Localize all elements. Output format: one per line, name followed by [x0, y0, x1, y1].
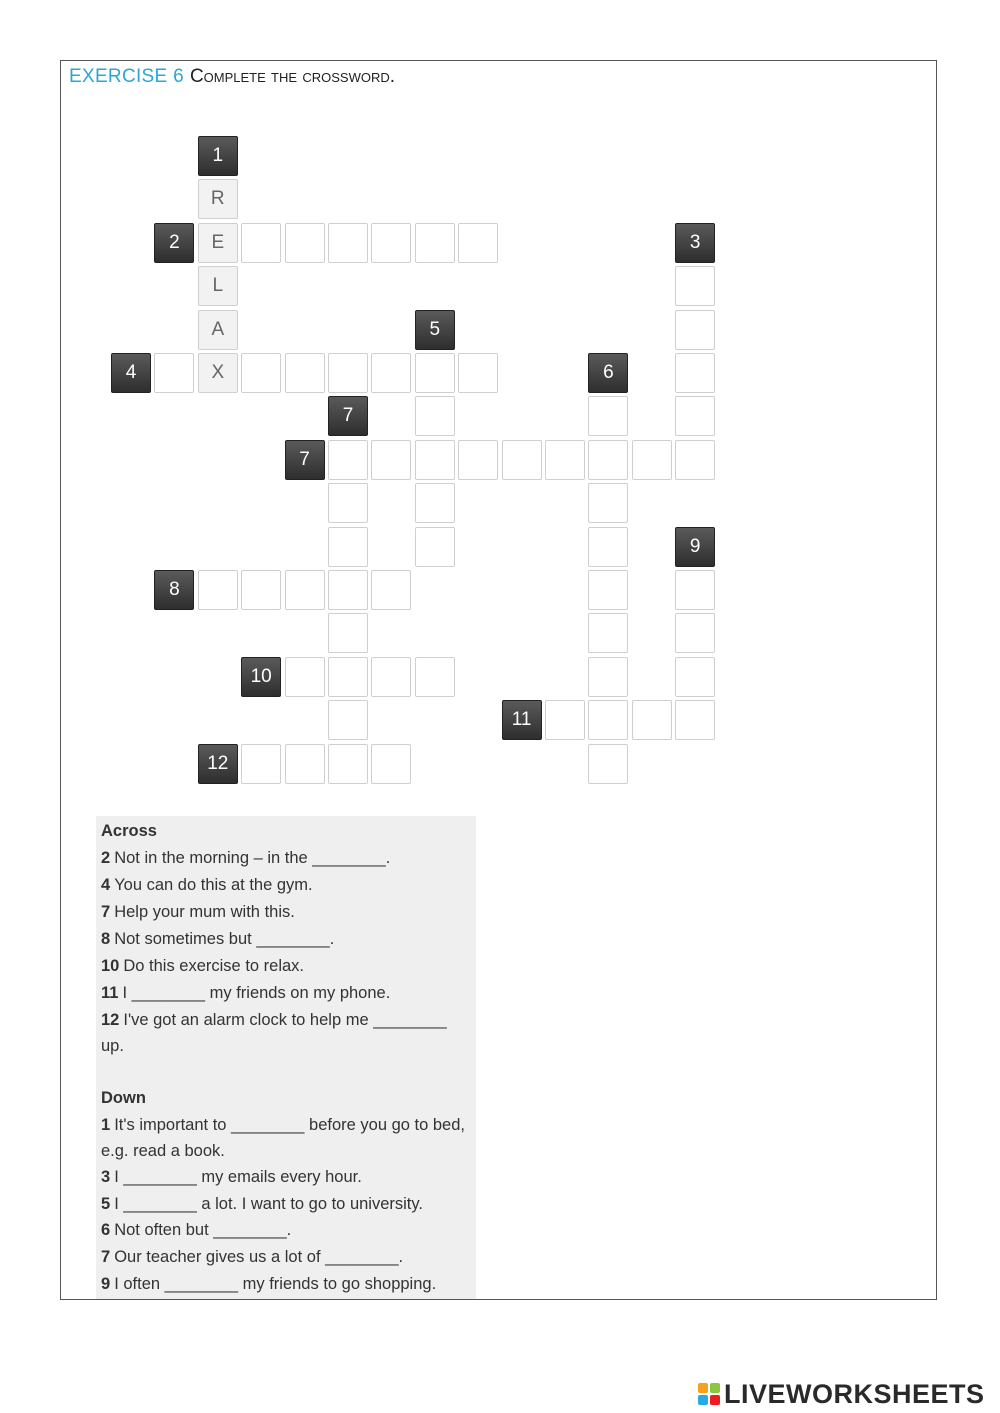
- clue-item-text: Not often but ________.: [114, 1221, 292, 1239]
- clues-panel: [96, 816, 476, 1299]
- clue-number-tile: 1: [198, 136, 238, 176]
- clue-item-number: 4: [101, 876, 111, 894]
- clue-number-tile: 6: [588, 353, 628, 393]
- crossword-cell-input[interactable]: [675, 657, 715, 697]
- crossword-cell-input[interactable]: [588, 570, 628, 610]
- clue-item-text: I often ________ my friends to go shopping.: [114, 1275, 437, 1293]
- clue-item-text: Our teacher gives us a lot of ________.: [114, 1248, 404, 1266]
- crossword-cell-input[interactable]: [588, 613, 628, 653]
- clue-item: [101, 1007, 471, 1059]
- crossword-cell-input[interactable]: [328, 700, 368, 740]
- crossword-cell-input[interactable]: [415, 440, 455, 480]
- crossword-cell-input[interactable]: [415, 657, 455, 697]
- crossword-cell-input[interactable]: [241, 223, 281, 263]
- crossword-cell-input[interactable]: [632, 700, 672, 740]
- clue-item-number: 12: [101, 1011, 120, 1029]
- clue-item-text: Not sometimes but ________.: [114, 930, 335, 948]
- crossword-cell-prefilled: X: [198, 353, 238, 393]
- crossword-cell-input[interactable]: [328, 483, 368, 523]
- crossword-cell-input[interactable]: [154, 353, 194, 393]
- crossword-cell-prefilled: A: [198, 310, 238, 350]
- crossword-cell-input[interactable]: [458, 223, 498, 263]
- crossword-cell-input[interactable]: [285, 353, 325, 393]
- clue-item-number: 1: [101, 1116, 111, 1134]
- down-heading: Down: [101, 1089, 146, 1107]
- crossword-cell-input[interactable]: [371, 223, 411, 263]
- clue-item: [101, 1164, 471, 1191]
- crossword-cell-input[interactable]: [588, 527, 628, 567]
- clue-item: [101, 899, 471, 926]
- crossword-cell-input[interactable]: [328, 353, 368, 393]
- crossword-cell-input[interactable]: [675, 700, 715, 740]
- crossword-cell-input[interactable]: [328, 613, 368, 653]
- crossword-cell-input[interactable]: [285, 744, 325, 784]
- crossword-cell-input[interactable]: [328, 527, 368, 567]
- clue-number-tile: 7: [285, 440, 325, 480]
- crossword-cell-input[interactable]: [675, 570, 715, 610]
- clue-number-tile: 12: [198, 744, 238, 784]
- crossword-cell-input[interactable]: [241, 353, 281, 393]
- across-clue-list: [101, 845, 471, 1059]
- clue-item-number: 11: [101, 984, 119, 1002]
- clue-item-number: 3: [101, 1168, 111, 1186]
- clue-item: [101, 1191, 471, 1217]
- clue-number-tile: 7: [328, 396, 368, 436]
- crossword-cell-input[interactable]: [241, 744, 281, 784]
- crossword-cell-input[interactable]: [415, 396, 455, 436]
- crossword-cell-input[interactable]: [675, 310, 715, 350]
- clue-item: [101, 1112, 471, 1164]
- crossword-cell-input[interactable]: [241, 570, 281, 610]
- crossword-cell-input[interactable]: [588, 744, 628, 784]
- logo-icon: [698, 1383, 720, 1405]
- exercise-label: EXERCISE 6: [69, 66, 184, 87]
- clue-item-text: I've got an alarm clock to help me ________ up.: [101, 1011, 447, 1055]
- clue-item-text: It's important to ________ before you go to bed, e.g. read a book.: [101, 1116, 465, 1160]
- clue-number-tile: 3: [675, 223, 715, 263]
- clue-item: [101, 980, 471, 1007]
- crossword-cell-input[interactable]: [371, 353, 411, 393]
- clue-item: [101, 1244, 471, 1271]
- crossword-cell-input[interactable]: [328, 223, 368, 263]
- crossword-cell-input[interactable]: [675, 396, 715, 436]
- clue-item-text: You can do this at the gym.: [114, 876, 313, 894]
- crossword-cell-input[interactable]: [198, 570, 238, 610]
- crossword-cell-input[interactable]: [458, 353, 498, 393]
- crossword-cell-input[interactable]: [328, 570, 368, 610]
- clue-item: [101, 872, 471, 899]
- clue-item-number: 2: [101, 849, 111, 867]
- crossword-cell-input[interactable]: [588, 657, 628, 697]
- clue-number-tile: 4: [111, 353, 151, 393]
- crossword-cell-prefilled: L: [198, 266, 238, 306]
- across-heading: Across: [101, 822, 157, 840]
- logo-text: LIVEWORKSHEETS: [724, 1378, 985, 1409]
- crossword-cell-input[interactable]: [588, 440, 628, 480]
- crossword-cell-prefilled: R: [198, 179, 238, 219]
- crossword-cell-input[interactable]: [371, 744, 411, 784]
- clue-item-text: I ________ a lot. I want to go to university.: [114, 1195, 423, 1213]
- crossword-cell-input[interactable]: [545, 440, 585, 480]
- down-clue-list: [101, 1112, 471, 1297]
- crossword-cell-input[interactable]: [632, 440, 672, 480]
- liveworksheets-logo: [698, 1379, 985, 1409]
- crossword-cell-input[interactable]: [371, 657, 411, 697]
- crossword-cell-input[interactable]: [545, 700, 585, 740]
- clue-item-text: Not in the morning – in the ________.: [114, 849, 391, 867]
- crossword-cell-input[interactable]: [675, 266, 715, 306]
- crossword-cell-input[interactable]: [675, 353, 715, 393]
- crossword-cell-input[interactable]: [371, 570, 411, 610]
- clue-item-number: 5: [101, 1195, 111, 1213]
- crossword-cell-input[interactable]: [458, 440, 498, 480]
- crossword-cell-input[interactable]: [588, 700, 628, 740]
- crossword-cell-input[interactable]: [328, 744, 368, 784]
- crossword-cell-input[interactable]: [502, 440, 542, 480]
- crossword-cell-input[interactable]: [328, 657, 368, 697]
- clue-number-tile: 9: [675, 527, 715, 567]
- clue-item: [101, 845, 471, 872]
- clue-number-tile: 2: [154, 223, 194, 263]
- crossword-cell-input[interactable]: [328, 440, 368, 480]
- crossword-cell-input[interactable]: [285, 570, 325, 610]
- clue-item-number: 9: [101, 1275, 111, 1293]
- clue-item: [101, 926, 471, 953]
- clue-item-number: 6: [101, 1221, 111, 1239]
- crossword-cell-input[interactable]: [371, 440, 411, 480]
- clue-item-number: 8: [101, 930, 111, 948]
- crossword-cell-input[interactable]: [588, 396, 628, 436]
- clue-item-number: 7: [101, 1248, 111, 1266]
- crossword-cell-input[interactable]: [415, 353, 455, 393]
- crossword-cell-input[interactable]: [415, 223, 455, 263]
- clue-item: [101, 1271, 471, 1297]
- clue-item-number: 10: [101, 957, 120, 975]
- crossword-cell-input[interactable]: [285, 223, 325, 263]
- crossword-cell-input[interactable]: [285, 657, 325, 697]
- crossword-cell-input[interactable]: [415, 483, 455, 523]
- clue-item-text: Do this exercise to relax.: [123, 957, 305, 975]
- clue-number-tile: 8: [154, 570, 194, 610]
- clue-item: [101, 953, 471, 980]
- crossword-cell-input[interactable]: [588, 483, 628, 523]
- crossword-cell-input[interactable]: [675, 613, 715, 653]
- crossword-cell-prefilled: E: [198, 223, 238, 263]
- clue-item-text: Help your mum with this.: [114, 903, 295, 921]
- crossword-cell-input[interactable]: [675, 440, 715, 480]
- clue-item-number: 7: [101, 903, 111, 921]
- clue-item: [101, 1217, 471, 1244]
- clue-item-text: I ________ my emails every hour.: [114, 1168, 362, 1186]
- clue-number-tile: 11: [502, 700, 542, 740]
- clue-number-tile: 10: [241, 657, 281, 697]
- exercise-instruction: Complete the crossword.: [189, 66, 396, 87]
- crossword-cell-input[interactable]: [415, 527, 455, 567]
- clue-item-text: I ________ my friends on my phone.: [122, 984, 391, 1002]
- clue-number-tile: 5: [415, 310, 455, 350]
